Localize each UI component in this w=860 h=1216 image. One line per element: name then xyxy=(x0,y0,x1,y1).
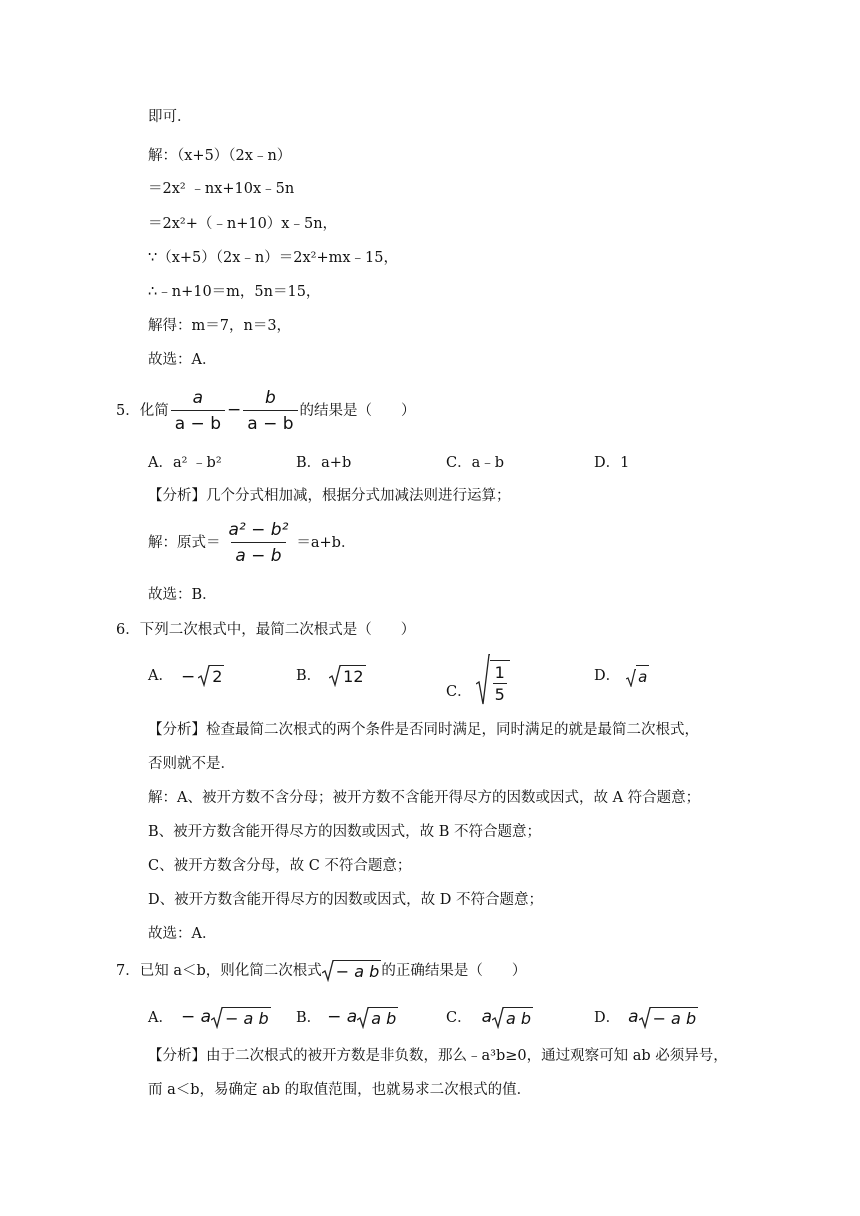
radicand: 2 xyxy=(212,667,223,686)
radicand: a xyxy=(636,665,649,687)
analysis-line: 而 a＜b，易确定 ab 的取值范围，也就易求二次根式的值． xyxy=(148,1082,532,1098)
option-b xyxy=(296,1006,398,1029)
coefficient: a xyxy=(628,1007,639,1027)
radicand: 12 xyxy=(343,667,364,686)
denominator: 5 xyxy=(494,685,505,704)
fraction xyxy=(243,388,297,434)
solution-line: D、被开方数含能开得尽方的因数或因式，故 D 不符合题意； xyxy=(148,892,543,908)
question-6 xyxy=(116,620,415,640)
solution-text: 解：原式＝ xyxy=(148,535,221,551)
solution-text: ＝a+b． xyxy=(296,535,356,551)
fraction xyxy=(223,520,295,566)
analysis-line: 【分析】检查最简二次根式的两个条件是否同时满足，同时满足的就是最简二次根式， xyxy=(148,722,699,738)
option-label: A． xyxy=(148,1010,173,1026)
option-d xyxy=(594,1006,698,1029)
question-number: 6． xyxy=(116,622,140,638)
radical-sign xyxy=(626,669,636,687)
numerator: b xyxy=(264,388,276,408)
radicand: − a b xyxy=(335,962,380,981)
option-label: D． xyxy=(594,668,621,684)
radical-sign xyxy=(492,1007,504,1029)
radical-sign xyxy=(329,665,341,687)
answer-line: 故选：A． xyxy=(148,352,217,368)
coefficient: a xyxy=(481,1007,493,1027)
coefficient: − a xyxy=(327,1007,358,1027)
radicand: − a b xyxy=(225,1009,269,1028)
option-b xyxy=(296,664,366,687)
question-5 xyxy=(116,386,416,435)
solution-line: C、被开方数含分母，故 C 不符合题意； xyxy=(148,858,412,874)
solution-line: 解：A、被开方数不含分母；被开方数不含能开得尽方的因数或因式，故 A 符合题意； xyxy=(148,790,701,806)
solution-line: ＝2x² ﹣nx+10x﹣5n xyxy=(148,181,295,197)
denominator: a − b xyxy=(171,410,225,434)
solution-line: 解得：m＝7，n＝3， xyxy=(148,318,292,334)
analysis-line: 【分析】几个分式相加减，根据分式加减法则进行运算； xyxy=(148,488,511,504)
radicand: a b xyxy=(371,1009,397,1028)
radical-sign xyxy=(476,654,490,706)
question-text: 的正确结果是（ ） xyxy=(381,963,527,979)
question-text: 下列二次根式中，最简二次根式是（ ） xyxy=(139,622,416,638)
numerator: a xyxy=(192,388,204,408)
option-d xyxy=(594,664,649,687)
solution-line: 解：（x+5）（2x﹣n） xyxy=(148,148,292,164)
fraction xyxy=(171,388,225,434)
option-c xyxy=(446,1006,533,1029)
radical-sign xyxy=(322,960,334,982)
minus-sign: − xyxy=(227,400,242,420)
option-a: A．a² ﹣b² xyxy=(148,455,222,471)
text-line: 即可． xyxy=(148,109,192,125)
answer-line: 故选：B． xyxy=(148,587,217,603)
analysis-line: 否则就不是． xyxy=(148,756,235,772)
denominator: a − b xyxy=(243,410,297,434)
radicand: a b xyxy=(506,1009,532,1028)
question-text: 的结果是（ ） xyxy=(299,403,416,419)
solution-line xyxy=(148,516,355,570)
solution-line: ∴﹣n+10＝m，5n＝15， xyxy=(148,284,321,300)
option-b: B．a+b xyxy=(296,455,352,471)
question-7 xyxy=(116,958,526,984)
radical-sign xyxy=(357,1007,369,1029)
analysis-line: 【分析】由于二次根式的被开方数是非负数，那么﹣a³b≥0，通过观察可知 ab 必须异号， xyxy=(148,1048,728,1064)
radical-sign xyxy=(198,665,210,687)
solution-line: ∵（x+5）（2x﹣n）＝2x²+mx﹣15， xyxy=(148,250,399,266)
option-a xyxy=(148,1006,271,1029)
option-label: D． xyxy=(594,1010,621,1026)
option-label: A． xyxy=(148,668,173,684)
option-d: D．1 xyxy=(594,455,630,471)
denominator: a − b xyxy=(231,542,285,566)
question-number: 7． xyxy=(116,963,140,979)
question-text: 化简 xyxy=(139,403,169,419)
option-label: C． xyxy=(446,684,472,700)
radical-sign xyxy=(211,1007,223,1029)
numerator: 1 xyxy=(494,663,505,682)
option-a: A． − 2 xyxy=(148,667,223,687)
option-c: C．a﹣b xyxy=(446,455,505,471)
solution-line: B、被开方数含能开得尽方的因数或因式，故 B 不符合题意； xyxy=(148,824,542,840)
option-label: B． xyxy=(296,1010,322,1026)
option-label: B． xyxy=(296,668,322,684)
question-text: 已知 a＜b，则化简二次根式 xyxy=(139,963,322,979)
solution-line: ＝2x²+（﹣n+10）x﹣5n， xyxy=(148,216,338,232)
answer-line: 故选：A． xyxy=(148,926,217,942)
coefficient: − a xyxy=(180,1007,212,1027)
option-label: C． xyxy=(446,1010,472,1026)
radicand: − a b xyxy=(652,1009,697,1028)
option-c xyxy=(446,654,510,706)
radical-sign xyxy=(639,1007,651,1029)
numerator: a² − b² xyxy=(228,520,289,540)
question-number: 5． xyxy=(116,403,140,419)
